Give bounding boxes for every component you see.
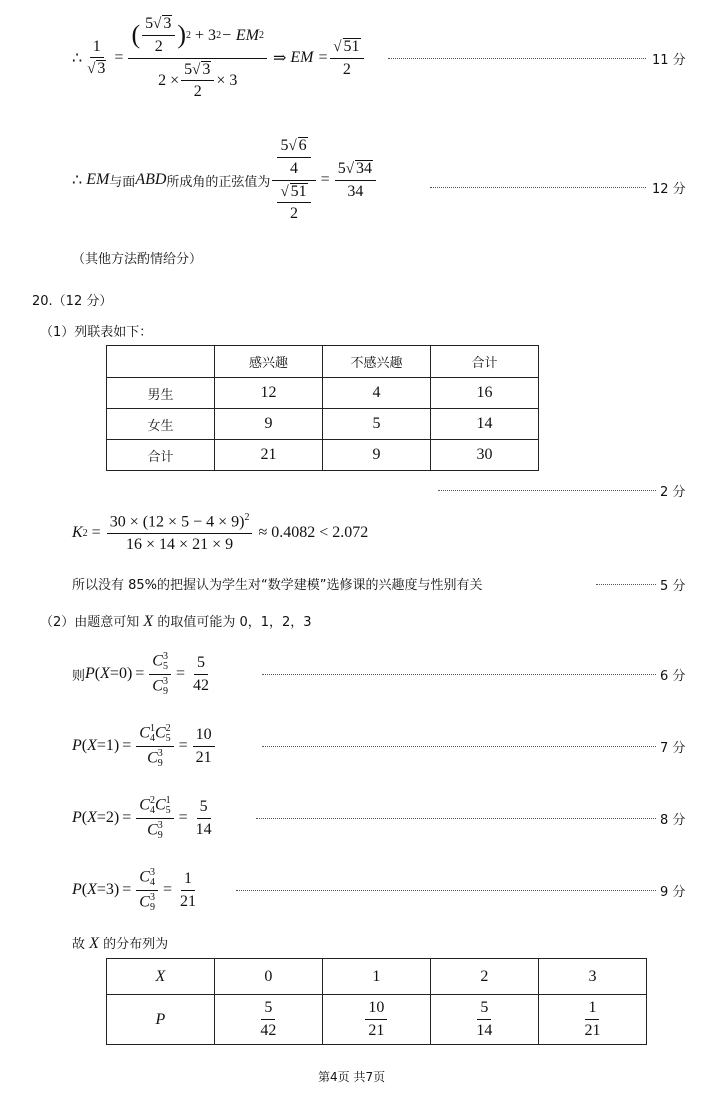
probability-score: 9 分 — [660, 885, 686, 900]
conclusion-text: 所以没有 85%的把握认为学生对“数学建模”选修课的兴趣度与性别有关 — [72, 578, 483, 593]
page-footer: 第4页 共7页 — [318, 1070, 386, 1084]
distribution-table — [106, 958, 647, 1045]
part2-intro: （2）由题意可知 X 的取值可能为 0，1，2，3 — [40, 613, 312, 630]
k-squared-formula: K 2 = $\frac{30 \times (12 \times 5 - 4 \times 9)^2}{16 \times 14 \times 21 \times 9}$ ≈ 0.4082 < 2.072 — [72, 512, 369, 554]
contingency-table — [106, 345, 539, 471]
table-header-row: 感兴趣 不感兴趣 合计 — [107, 346, 539, 378]
table-row: 男生 12 4 16 — [107, 378, 539, 409]
score-12: 12 分 — [652, 182, 686, 197]
score-leader-2 — [438, 490, 656, 491]
table-row: 女生 9 5 14 — [107, 409, 539, 440]
score-leader — [236, 890, 656, 891]
question-20-header: 20.（12 分） — [32, 294, 113, 309]
score-11: 11 分 — [652, 53, 686, 68]
probability-line: P ( X = 1 ) = C 1 4 C 2 5 C 3 9 = $\frac{10}{21}$ — [72, 720, 217, 772]
probability-line: 则 P ( X = 0 ) = C 3 5 C 3 9 = $\frac{5}{42}$ — [72, 650, 209, 697]
score-leader-5 — [596, 584, 656, 585]
equation-line-11: ∴ $\frac{1}{√ 3}$ = ( $\frac{5√ 3}{2}$ ) 2 + 3 2 − EM 2 2 × $\frac{5√ 3}{2}$ × 3 ⇒ EM = $\frac{√ 51}{2}$ — [72, 8, 366, 108]
table-row: P $\frac{5}{42}$ $\frac{10}{21}$ $\frac{5}{14}$ $\frac{1}{21}$ — [107, 995, 647, 1045]
big-fraction: ( $\frac{5√ 3}{2}$ ) 2 + 3 2 − EM 2 2 × $\frac{5√ 3}{2}$ × 3 — [128, 15, 267, 101]
score-leader — [256, 818, 656, 819]
score-leader-12 — [430, 187, 646, 188]
table-row: X 0 1 2 3 — [107, 959, 647, 995]
sine-fraction: $\frac{\frac{5√ 6}{4}}{\frac{√ 51}{2}}$ — [272, 137, 315, 223]
probability-line: P ( X = 2 ) = C 2 4 C 1 5 C 3 9 = $\frac{5}{14}$ — [72, 794, 212, 841]
probability-score: 6 分 — [660, 669, 686, 684]
score-2: 2 分 — [660, 485, 686, 500]
probability-score: 7 分 — [660, 741, 686, 756]
score-5: 5 分 — [660, 579, 686, 594]
score-leader — [262, 746, 656, 747]
table-row: 合计 21 9 30 — [107, 440, 539, 471]
part1-intro: （1）列联表如下： — [40, 325, 153, 340]
probability-score: 8 分 — [660, 813, 686, 828]
score-leader — [262, 674, 656, 675]
equation-line-12: ∴ EM 与面 ABD 所成角的正弦值为 $\frac{\frac{5√ 6}{4}}{\frac{√ 51}{2}}$ = $\frac{5√ 34}{34}$ — [72, 130, 378, 230]
distribution-intro: 故 X 的分布列为 — [72, 935, 169, 952]
note-text: （其他方法酌情给分） — [72, 252, 203, 267]
probability-line: P ( X = 3 ) = C 3 4 C 3 9 = $\frac{1}{21}$ — [72, 866, 196, 913]
lhs-fraction: $\frac{1}{√ 3}$ — [87, 37, 106, 78]
score-leader-11 — [388, 58, 646, 59]
therefore-symbol: ∴ — [72, 50, 83, 67]
